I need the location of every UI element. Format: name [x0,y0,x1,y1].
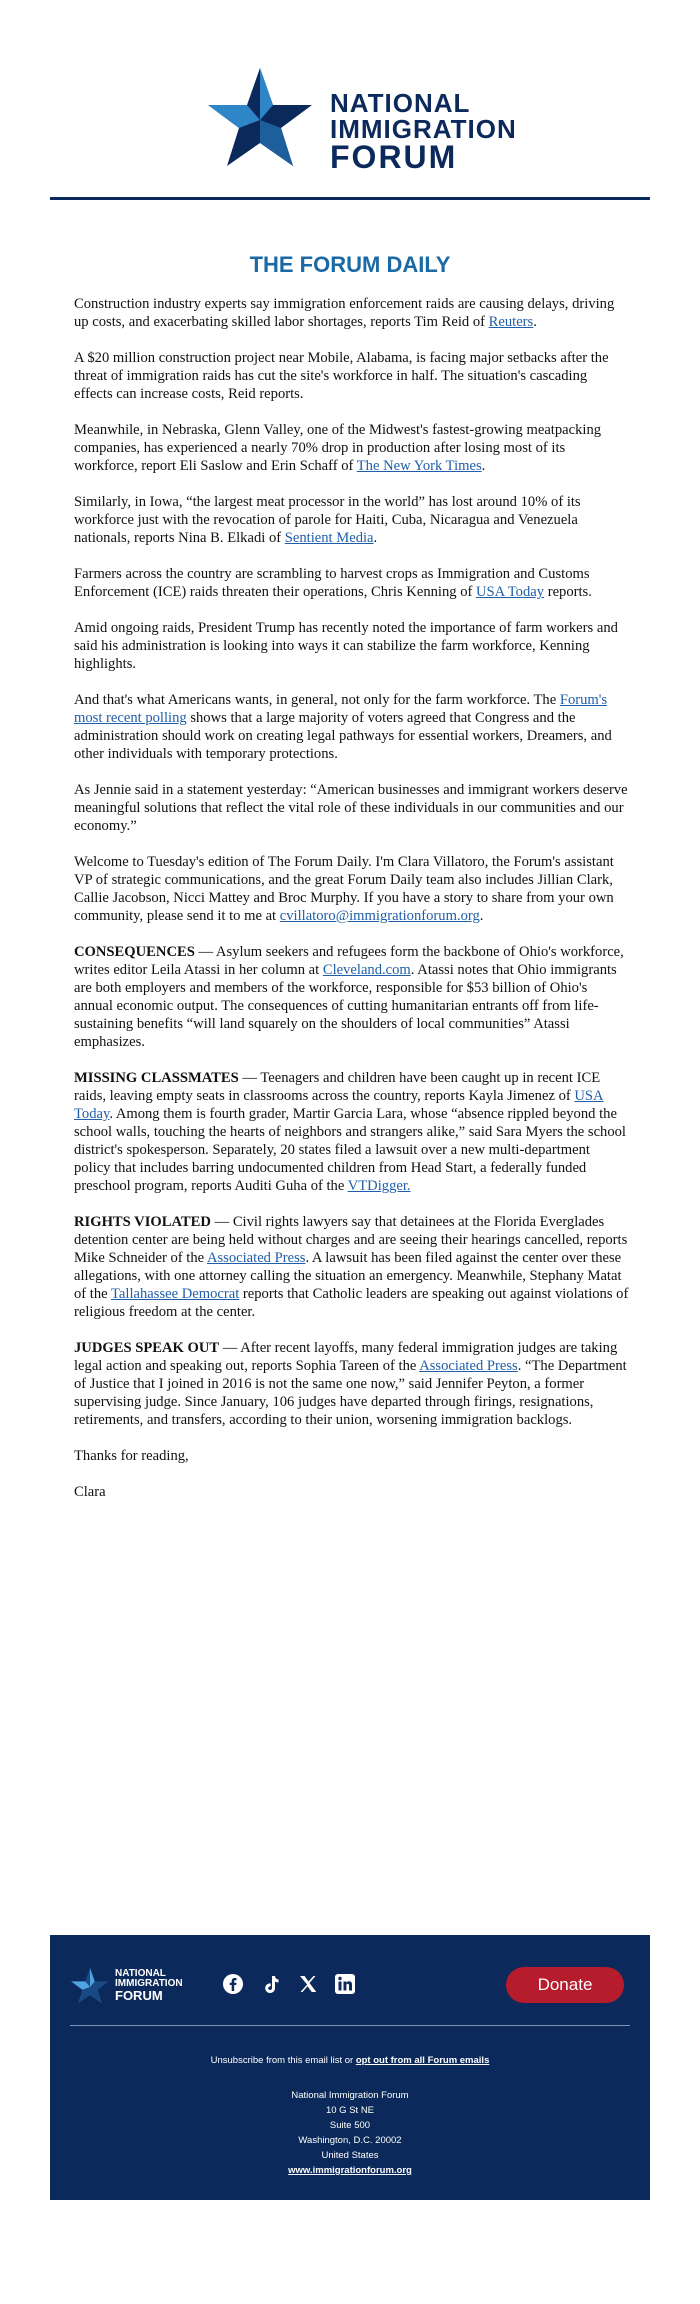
paragraph: Meanwhile, in Nebraska, Glenn Valley, one of the Midwest's fastest-growing meatpacking companies, has experienced a nearly 70% drop in production after losing most of its workforce, report Eli Saslow and Erin Schaff of The New York Times. [74,422,602,474]
facebook-icon[interactable] [222,1973,244,1995]
link-ap[interactable]: Associated Press [206,1250,306,1266]
paragraph: Welcome to Tuesday's edition of The Forum Daily. I'm Clara Villatoro, the Forum's assistant VP of strategic communications, and the great Forum Daily team also includes Jillian Clark, Callie Jacobson, Nicci Mattey and Broc Murphy. If you have a story to share from your own community, please send it to me at cvillatoro@immigrationforum.org. [74,854,614,924]
address-line: 10 G St NE [325,2105,375,2116]
newsletter-title: THE FORUM DAILY [249,252,451,277]
paragraph: A $20 million construction project near Mobile, Alabama, is facing major setbacks after the threat of immigration raids has cut the site's workforce in half. The situation's cascading effects can increase costs, Reid reports. [74,350,609,402]
website-link[interactable]: www.immigrationforum.org [288,2165,412,2176]
section-consequences: CONSEQUENCES — Asylum seekers and refugees form the backbone of Ohio's workforce, writes editor Leila Atassi in her column at Cleveland.com. Atassi notes that Ohio immigrants are both employers and members of the workforce, responsible for $53 billion of Ohio's annual economic output. The consequences of cutting humanitarian entrants off from life-sustaining benefits “will land squarely on the shoulders of local communities” Atassi emphasizes. [74,944,624,1050]
link-ap-2[interactable]: Associated Press [419,1358,518,1374]
signature: Clara [74,1484,106,1500]
section-missing-classmates: MISSING CLASSMATES — Teenagers and children have been caught up in recent ICE raids, leaving empty seats in classrooms across the country, reports Kayla Jimenez of USA Today. Among them is fourth grader, Martir Garcia Lara, whose “absence rippled beyond the school walls, touching the hearts of neighbors and strangers alike,” said Sara Myers the school district's spokesperson. Separately, 20 states filed a lawsuit over a new multi-department policy that includes barring undocumented children from Head Start, a federally funded preschool program, reports Auditi Guha of the VTDigger. [74,1070,626,1194]
link-nyt[interactable]: The New York Times [356,458,482,474]
link-forum-polling[interactable]: Forum's most recent polling [74,692,608,726]
footer-logo[interactable] [70,1965,185,2015]
star-logo-icon [205,60,315,170]
footer-divider [70,2025,630,2026]
newsletter-body [74,295,629,1519]
unsubscribe-line [50,2055,650,2066]
mailing-address [50,2088,650,2178]
donate-button[interactable]: Donate [506,1967,624,2003]
logo-line-national: NATIONAL [330,88,471,118]
footer [50,1935,650,2200]
link-tallahassee-democrat[interactable]: Tallahassee Democrat [111,1286,240,1302]
link-email-clara[interactable]: cvillatoro@immigrationforum.org [279,908,480,924]
unsubscribe-text: Unsubscribe from this email list or [210,2055,356,2066]
link-usa-today[interactable]: USA Today [476,584,545,600]
address-line: National Immigration Forum [291,2090,409,2101]
linkedin-icon[interactable] [334,1973,356,1995]
tiktok-icon[interactable] [259,1973,281,1995]
paragraph: And that's what Americans wants, in general, not only for the farm workforce. The Forum's most recent polling shows that a large majority of voters agreed that Congress and the administration should work on creating legal pathways for essential workers, Dreamers, and other individuals with temporary protections. [74,692,612,762]
paragraph: Amid ongoing raids, President Trump has recently noted the importance of farm workers and said his administration is looking into ways it can stabilize the farm workforce, Kenning highlights. [74,620,618,672]
forum-logo[interactable] [205,60,517,180]
logo-line-forum: FORUM [330,139,458,175]
footer-star-icon [70,1965,110,2005]
address-line: United States [321,2150,379,2161]
address-line: Suite 500 [329,2120,371,2131]
footer-wordmark [115,1969,183,2003]
x-icon[interactable] [297,1973,319,1995]
footer-logo-line2: IMMIGRATION [115,1978,183,1989]
link-vtdigger[interactable]: VTDigger. [347,1178,411,1194]
link-usa-today-2[interactable]: USA Today [74,1088,604,1122]
link-cleveland[interactable]: Cleveland.com [322,962,411,978]
link-sentient-media[interactable]: Sentient Media [284,530,374,546]
paragraph: Farmers across the country are scrambling to harvest crops as Immigration and Customs Enforcement (ICE) raids threaten their operations, Chris Kenning of USA Today reports. [74,566,592,600]
section-judges-speak-out: JUDGES SPEAK OUT — After recent layoffs, many federal immigration judges are taking legal action and speaking out, reports Sophia Tareen of the Associated Press. “The Department of Justice that I joined in 2016 is not the same one now,” said Jennifer Peyton, a former supervising judge. Since January, 106 judges have departed through firings, resignations, retirements, and transfers, according to their union, worsening immigration backlogs. [74,1340,627,1428]
section-rights-violated: RIGHTS VIOLATED — Civil rights lawyers say that detainees at the Florida Everglades detention center are being held without charges and are seeing their hearings cancelled, reports Mike Schneider of the Associated Press. A lawsuit has been filed against the center over these allegations, with one attorney calling the situation an emergency. Meanwhile, Stephany Matat of the Tallahassee Democrat reports that Catholic leaders are speaking out against violations of religious freedom at the center. [74,1214,629,1320]
paragraph: Similarly, in Iowa, “the largest meat processor in the world” has lost around 10% of its workforce just with the revocation of parole for Haiti, Cuba, Nicaragua and Venezuela nationals, reports Nina B. Elkadi of Sentient Media. [74,494,581,546]
address-line: Washington, D.C. 20002 [298,2135,402,2146]
footer-logo-line3: FORUM [115,1988,163,2003]
paragraph: Construction industry experts say immigration enforcement raids are causing delays, driving up costs, and exacerbating skilled labor shortages, reports Tim Reid of Reuters. [74,296,615,330]
header [0,0,700,200]
footer-logo-line1: NATIONAL [115,1968,166,1979]
opt-out-link[interactable]: opt out from all Forum emails [355,2055,490,2066]
logo-wordmark [330,88,517,175]
signoff: Thanks for reading, [74,1448,189,1464]
header-divider [50,197,650,200]
social-links [222,1973,367,1997]
paragraph: As Jennie said in a statement yesterday: “American businesses and immigrant workers deserve meaningful solutions that reflect the vital role of these individuals in our communities and our economy.” [74,782,628,834]
logo-line-immigration: IMMIGRATION [330,114,517,144]
link-reuters[interactable]: Reuters [488,314,534,330]
